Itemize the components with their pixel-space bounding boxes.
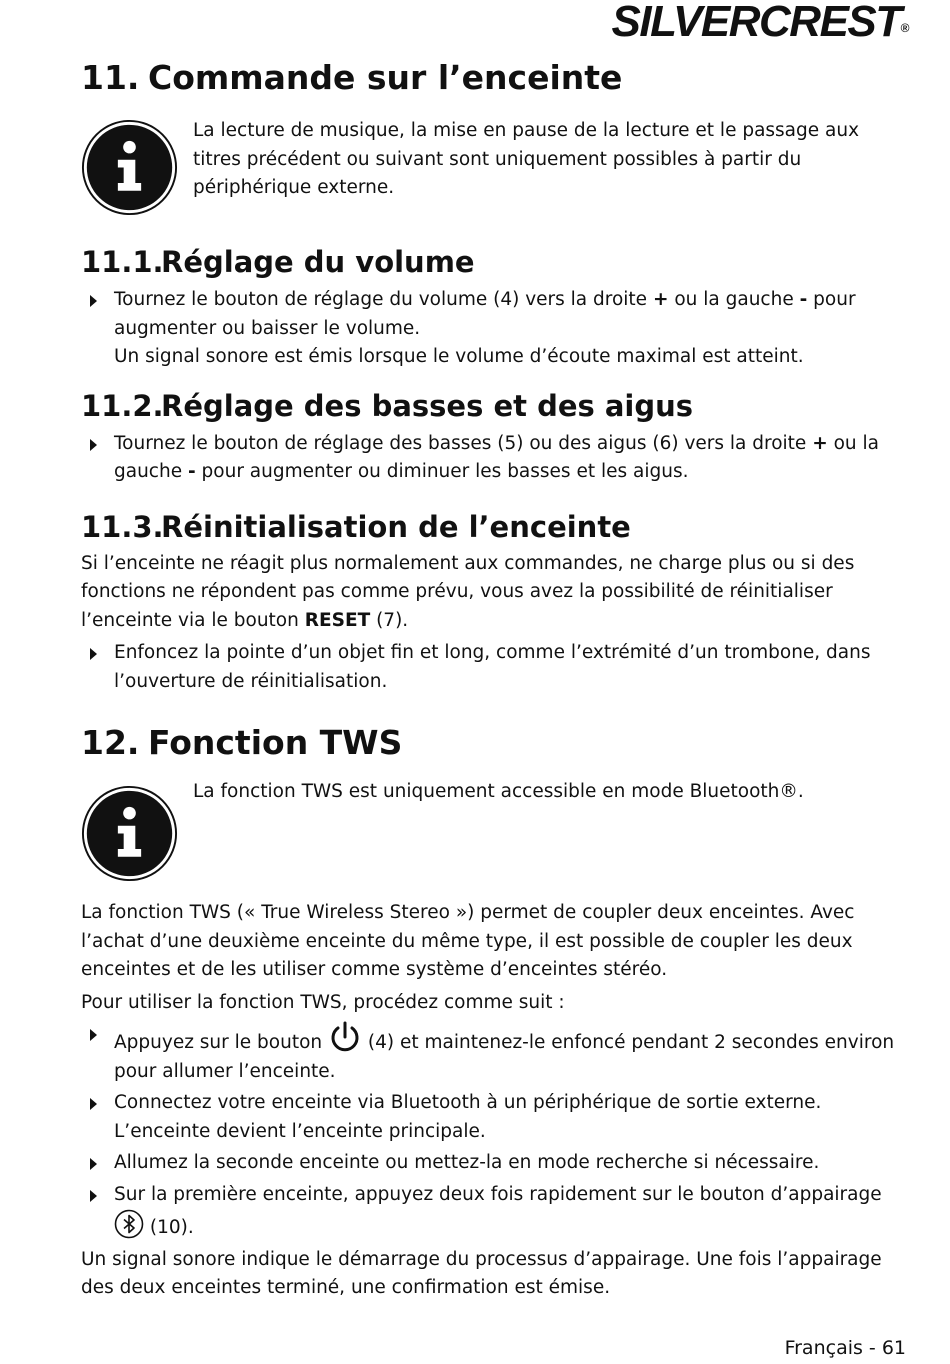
section-number: 11.: [81, 58, 140, 97]
triangle-right-icon: [90, 648, 97, 660]
section-title: Fonction TWS: [148, 723, 403, 762]
step-result: Un signal sonore est émis lorsque le volume d’écoute maximal est atteint.: [114, 346, 804, 367]
section-number: 11.3.: [81, 509, 164, 544]
paragraph-text: (7).: [370, 609, 409, 631]
section-11-3-heading: [81, 507, 906, 547]
step-list: [81, 286, 906, 372]
plus-symbol: +: [812, 432, 828, 454]
section-title: Réglage des basses et des aigus: [161, 388, 694, 423]
step-text: Enfoncez la pointe d’un objet fin et long, comme l’extrémité d’un trombone, dans l’ouverture de réinitialisation.: [114, 642, 871, 692]
step-result: L’enceinte devient l’enceinte principale.: [114, 1120, 486, 1142]
section-number: 11.1.: [81, 245, 164, 279]
list-item: [81, 639, 906, 696]
registered-mark: ®: [900, 21, 908, 35]
section-12-heading: [81, 721, 906, 765]
triangle-right-icon: [90, 1029, 97, 1041]
info-icon: [81, 785, 178, 882]
section-11-1-heading: [81, 242, 906, 282]
section-11-heading: [81, 56, 906, 100]
list-item: [81, 1149, 906, 1178]
page-number: Français - 61: [784, 1337, 906, 1359]
step-text: ou la gauche: [668, 289, 800, 310]
paragraph: [81, 550, 906, 636]
section-number: 12.: [81, 723, 140, 762]
list-item: [81, 430, 906, 487]
step-list: [81, 430, 906, 487]
triangle-right-icon: [90, 1098, 97, 1110]
step-text: Appuyez sur le bouton: [114, 1032, 329, 1053]
section-title: Réglage du volume: [161, 245, 475, 279]
section-title: Réinitialisation de l’enceinte: [161, 509, 631, 544]
power-icon: [328, 1020, 362, 1054]
list-item: [81, 1089, 906, 1146]
list-item: [81, 1181, 906, 1243]
minus-symbol: -: [799, 289, 808, 310]
info-note: [81, 114, 906, 216]
triangle-right-icon: [90, 1190, 97, 1202]
triangle-right-icon: [90, 295, 97, 307]
section-number: 11.2.: [81, 388, 164, 423]
step-list: [81, 639, 906, 696]
info-icon: [81, 119, 178, 216]
paragraph: Un signal sonore indique le démarrage du processus d’appairage. Une fois l’appairage des deux enceintes terminé, une confirmation est émise.: [81, 1248, 882, 1298]
step-text: pour augmenter ou baisser le volume.: [114, 289, 856, 339]
info-note-text: La lecture de musique, la mise en pause de la lecture et le passage aux titres précédent ou suivant sont uniquement possibles à partir du périphérique externe.: [193, 120, 860, 198]
paragraph-text: Si l’enceinte ne réagit plus normalement aux commandes, ne charge plus ou si des fonctions ne répondent pas comme prévu, vous avez la possibilité de réinitialiser l’enceinte via le bouton: [81, 552, 855, 631]
step-text: Tournez le bouton de réglage des basses (5) ou des aigus (6) vers la droite: [114, 432, 813, 454]
bluetooth-icon: [114, 1209, 144, 1239]
step-text: ou la gauche: [114, 432, 880, 482]
brand-logo: [612, 0, 908, 44]
step-text: Sur la première enceinte, appuyez deux fois rapidement sur le bouton d’appairage: [114, 1183, 882, 1205]
minus-symbol: -: [187, 461, 196, 482]
step-text: (10).: [144, 1217, 194, 1238]
list-item: [81, 286, 906, 372]
section-11-2-heading: [81, 386, 906, 426]
triangle-right-icon: [90, 439, 97, 451]
step-list: [81, 1020, 906, 1243]
paragraph: La fonction TWS (« True Wireless Stereo ») permet de coupler deux enceintes. Avec l’achat d’une deuxième enceinte du même type, il est possible de coupler les deux enceintes et de les utiliser comme système d’enceintes stéréo.: [81, 902, 855, 980]
info-note-text: La fonction TWS est uniquement accessible en mode Bluetooth®.: [193, 781, 804, 802]
step-text: Allumez la seconde enceinte ou mettez-la en mode recherche si nécessaire.: [114, 1152, 820, 1173]
plus-symbol: +: [652, 289, 669, 310]
step-text: (4) et maintenez-le enfoncé pendant 2 secondes environ pour allumer l’enceinte.: [114, 1032, 895, 1082]
triangle-right-icon: [90, 1158, 97, 1170]
step-text: pour augmenter ou diminuer les basses et les aigus.: [195, 461, 689, 482]
page-content: [81, 56, 906, 1303]
step-text: Tournez le bouton de réglage du volume (4) vers la droite: [114, 289, 653, 310]
section-title: Commande sur l’enceinte: [148, 58, 623, 97]
reset-label: RESET: [304, 609, 371, 631]
info-note: [81, 775, 906, 885]
paragraph: Pour utiliser la fonction TWS, procédez comme suit :: [81, 991, 565, 1013]
list-item: [81, 1020, 906, 1086]
step-text: Connectez votre enceinte via Bluetooth à un périphérique de sortie externe.: [114, 1092, 822, 1113]
brand-logo-text: SILVERCREST: [611, 0, 901, 46]
